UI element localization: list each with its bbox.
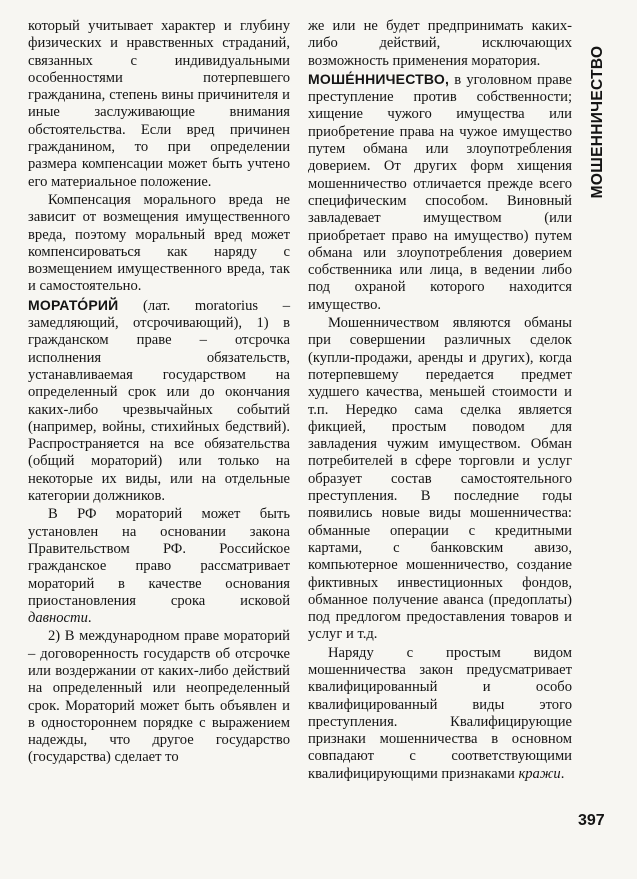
paragraph-continuation-right: же или не будет предпринимать каких-либо действий, исключающих возможность применения моратория. <box>308 18 572 69</box>
running-head-text: МОШЕННИЧЕСТВО <box>589 45 606 198</box>
definition-moratorium: (лат. moratorius – замедляющий, отсрочивающий), 1) в гражданском праве – отсрочка исполнения обязательств, устанавливаемая государством на определенный срок или до окончания каких-либо чрезвычайных событий (например, войны, стихийных бедствий). Распространяется на все обязательства (общий мораторий) или только на некоторые их виды, или на отдельные категории должников. <box>28 297 290 505</box>
entry-fraud <box>308 71 572 314</box>
headword-moratorium: МОРАТО́РИЙ <box>28 296 119 313</box>
crossref-davnost: давности <box>28 610 88 627</box>
headword-fraud: МОШЕ́ННИЧЕСТВО, <box>308 70 450 87</box>
text-period-right: . <box>560 765 565 782</box>
paragraph-fraud-types: Мошенничеством являются обманы при совершении различных сделок (купли-продажи, аренды и других), когда потерпевшему передается предмет худшего качества, меньшей стоимости и т.п. Нередко сама сделка является фикцией, простым поводом для завладения чужим имуществом. Обман потребителей в сфере торговли и услуг образует состав самостоятельного преступления. В последние годы появились новые виды мошенничества: обманные операции с кредитными картами, с банковским авизо, компьютерное мошенничество, создание фиктивных инвестиционных фондов, обманное получение аванса (предоплаты) под предлогом предоставления товаров и услуг и т.д. <box>308 315 572 643</box>
left-column <box>28 18 290 767</box>
paragraph-fraud-qualified <box>308 645 572 783</box>
paragraph-compensation: Компенсация морального вреда не зависит от возмещения имущественного вреда, поэтому моральный вред может компенсироваться как наряду с возмещением имущественного вреда, так и самостоятельно. <box>28 191 290 295</box>
running-head <box>586 34 610 209</box>
paragraph-continuation: который учитывает характер и глубину физических и нравственных страданий, связанных с индивидуальными особенностями потерпевшего гражданина, степень вины причинителя и иные заслуживающие внимания обстоятельства. Если вред причинен гражданином, то при определении размера компенсации может быть учтено его материальное положение. <box>28 18 290 190</box>
paragraph-moratorium-international: 2) В международном праве мораторий – договоренность государств об отсрочке или воздержании от каких-либо действий на определенный или неопределенный срок. Мораторий может быть объявлен и в одностороннем порядке с выражением надежды, что другое государство (государства) сделает то <box>28 628 290 766</box>
text-fraud-qualified: Наряду с простым видом мошенничества закон предусматривает квалифицированный и особо квалифицированный виды этого преступления. Квалифицирующие признаки мошенничества в основном совпадают с соответствующими квалифицирующими признаками <box>308 644 572 782</box>
text-moratorium-rf: В РФ мораторий может быть установлен на основании закона Правительством РФ. Российское гражданское право рассматривает мораторий в качестве основания приостановления срока исковой <box>28 506 290 609</box>
page-number: 397 <box>578 812 605 829</box>
crossref-krazha: кражи <box>518 765 561 782</box>
paragraph-moratorium-rf <box>28 506 290 627</box>
right-column <box>308 18 572 783</box>
entry-moratorium <box>28 297 290 506</box>
definition-fraud: в уголовном праве преступление против собственности; хищение чужого имущества или приобретение права на чужое имущество путем обмана или злоупотребления доверием. От других форм хищения мошенничество отличается прежде всего специфическим способом. Виновный завладевает имуществом (или приобретает право на имущество) путем обмана или злоупотребления доверием собственника или лица, в ведении либо под охраной которого находится имущество. <box>308 71 572 313</box>
text-period: . <box>87 610 92 627</box>
